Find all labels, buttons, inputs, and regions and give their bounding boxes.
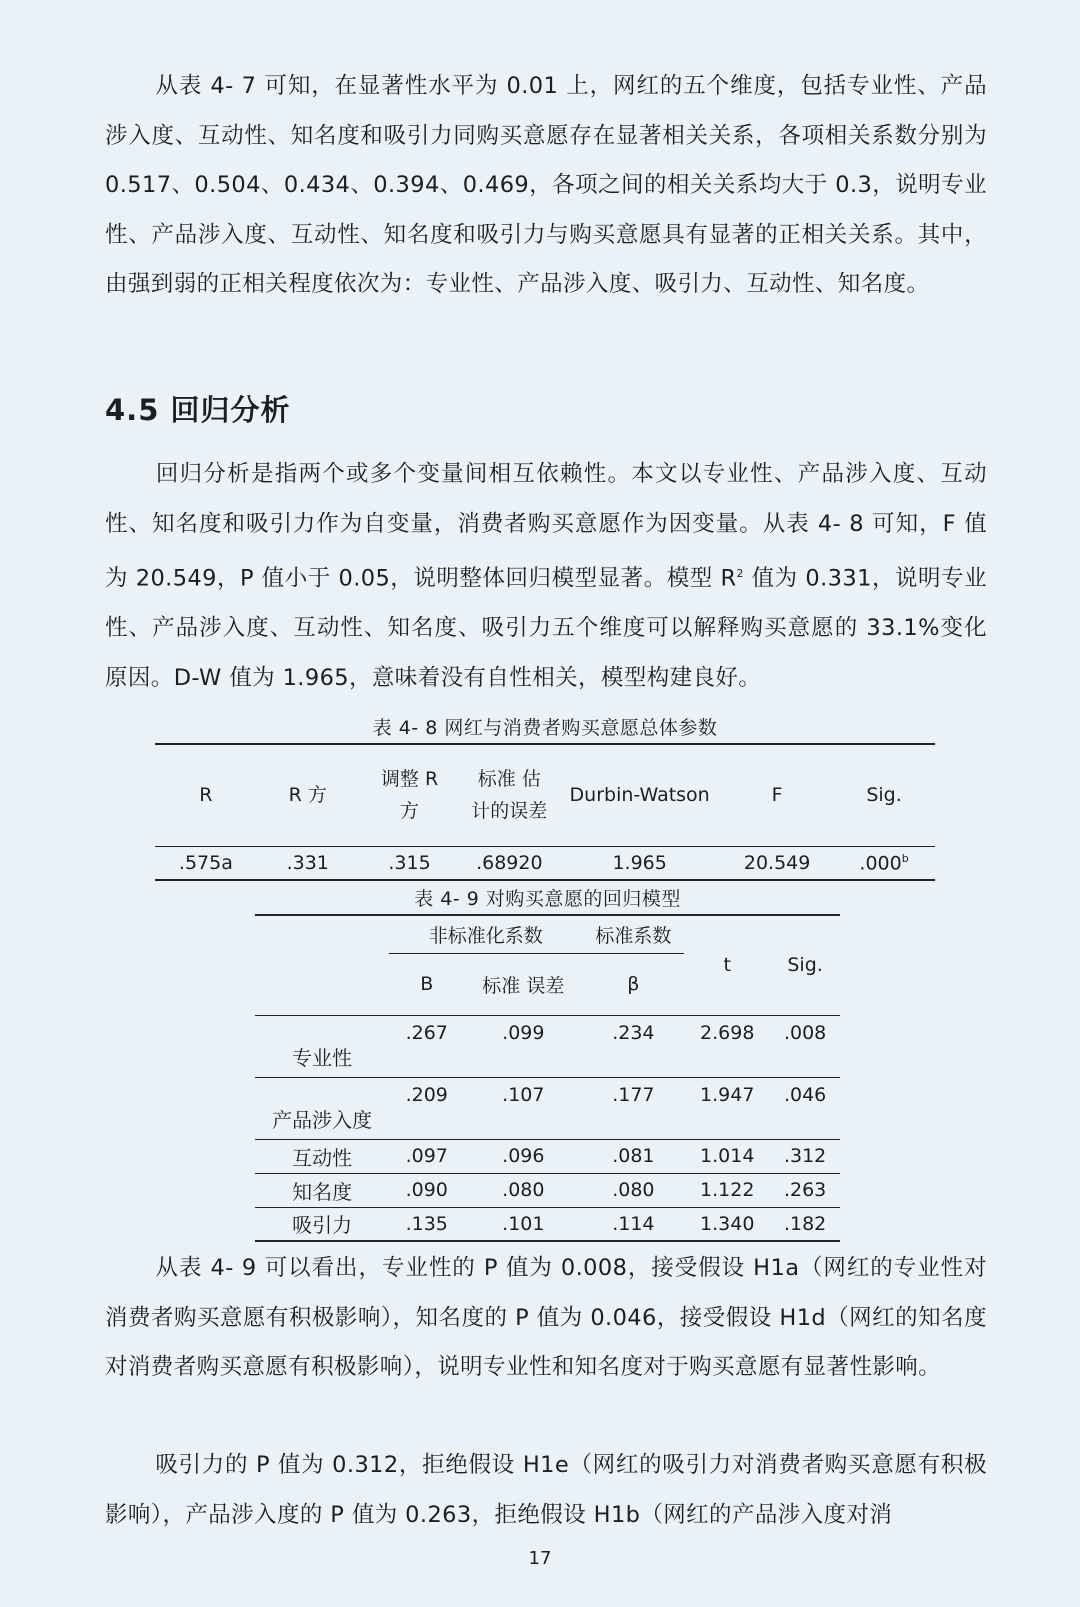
cell-t: 1.340 bbox=[700, 1212, 755, 1235]
cell-b: .097 bbox=[405, 1145, 448, 1167]
col-header-std-error: 标准 误差 bbox=[482, 974, 565, 997]
cell-std-error: .099 bbox=[502, 1021, 545, 1044]
cell-durbin-watson: 1.965 bbox=[612, 851, 667, 874]
table-4-8-caption: 表 4- 8 网红与消费者购买意愿总体参数 bbox=[372, 717, 718, 739]
cell-t: 1.014 bbox=[700, 1145, 755, 1167]
col-header-beta: β bbox=[627, 973, 640, 995]
col-header-r-square: R 方 bbox=[288, 784, 327, 807]
r-squared-superscript: 2 bbox=[736, 567, 744, 580]
col-header-t: t bbox=[723, 954, 731, 977]
cell-sig-superscript: b bbox=[901, 851, 909, 865]
cell-sig bbox=[833, 846, 935, 880]
header-unstandardized-coefficients: 非标准化系数 bbox=[389, 915, 582, 953]
paragraph-correlation-text: 从表 4- 7 可知，在显著性水平为 0.01 上，网红的五个维度，包括专业性、产品涉入度、互动性、知名度和吸引力同购买意愿存在显著相关关系，各项相关系数分别为 0.517、0.504、0.434、0.394、0.469，各项之间的相关关系均大于 0.3，说明专业性、产品涉入度、互动性、知名度和吸引力与购买意愿具有显著的正相关关系。其中，由强到弱的正相关程度依次为：专业性、产品涉入度、吸引力、互动性、知名度。 bbox=[105, 73, 987, 297]
col-header-f: F bbox=[771, 784, 783, 807]
row-label: 知名度 bbox=[292, 1179, 353, 1204]
cell-beta: .114 bbox=[612, 1212, 655, 1235]
cell-beta: .177 bbox=[612, 1083, 655, 1106]
cell-sig: .046 bbox=[783, 1083, 827, 1106]
cell-sig: .008 bbox=[783, 1021, 827, 1044]
cell-sig-value: .000 bbox=[859, 851, 902, 874]
table-row bbox=[255, 1173, 840, 1207]
row-label: 产品涉入度 bbox=[272, 1107, 373, 1132]
table-row bbox=[155, 846, 935, 880]
cell-r-square: .331 bbox=[286, 851, 329, 874]
cell-b: .090 bbox=[405, 1179, 448, 1201]
cell-sig: .312 bbox=[783, 1145, 827, 1167]
col-header-b: B bbox=[420, 973, 434, 995]
table-row bbox=[255, 1139, 840, 1173]
table-4-9 bbox=[255, 914, 840, 1242]
cell-beta: .234 bbox=[612, 1021, 655, 1044]
col-header-sig: Sig. bbox=[787, 954, 823, 977]
header-blank bbox=[255, 915, 389, 953]
paragraph-regression bbox=[105, 450, 987, 703]
paragraph-regression-text-b: 值为 0.331，说明专业性、产品涉入度、互动性、知名度、吸引力五个维度可以解释购买意愿的 33.1%变化原因。D-W 值为 1.965，意味着没有自性相关，模型构建良好。 bbox=[105, 565, 987, 691]
cell-std-error: .101 bbox=[502, 1212, 545, 1235]
cell-adjusted-r-square: .315 bbox=[388, 851, 431, 874]
paragraph-hypothesis-rejected bbox=[105, 1441, 987, 1540]
cell-t: 1.947 bbox=[700, 1083, 755, 1106]
page-number: 17 bbox=[528, 1548, 552, 1569]
row-label: 吸引力 bbox=[292, 1213, 353, 1238]
cell-std-error: .68920 bbox=[476, 851, 543, 874]
col-header-adjusted-r-square: 调整 R 方 bbox=[380, 768, 439, 823]
paragraph-regression-text-a: 回归分析是指两个或多个变量间相互依赖性。本文以专业性、产品涉入度、互动性、知名度和吸引力作为自变量，消费者购买意愿作为因变量。从表 4- 8 可知，F 值为 20.549，P 值小于 0.05，说明整体回归模型显著。模型 R bbox=[105, 461, 987, 592]
section-heading: 4.5 回归分析 bbox=[105, 393, 291, 427]
cell-std-error: .107 bbox=[502, 1083, 545, 1106]
paragraph-hypothesis-accepted-text: 从表 4- 9 可以看出，专业性的 P 值为 0.008，接受假设 H1a（网红的专业性对消费者购买意愿有积极影响），知名度的 P 值为 0.046，接受假设 H1d（网红的知名度对消费者购买意愿有积极影响），说明专业性和知名度对于购买意愿有显著性影响。 bbox=[105, 1255, 987, 1380]
cell-b: .209 bbox=[405, 1083, 448, 1106]
col-header-durbin-watson: Durbin-Watson bbox=[569, 784, 710, 807]
cell-std-error: .080 bbox=[502, 1179, 545, 1201]
col-header-std-error: 标准 估计的误差 bbox=[471, 768, 548, 823]
cell-sig: .263 bbox=[783, 1179, 827, 1201]
cell-t: 1.122 bbox=[700, 1179, 755, 1201]
table-4-9-caption: 表 4- 9 对购买意愿的回归模型 bbox=[414, 888, 681, 910]
table-row bbox=[255, 1207, 840, 1241]
cell-f: 20.549 bbox=[743, 851, 811, 874]
paragraph-correlation bbox=[105, 62, 987, 310]
table-row bbox=[255, 1077, 840, 1139]
cell-r: .575a bbox=[178, 851, 233, 874]
cell-b: .135 bbox=[405, 1212, 448, 1235]
cell-beta: .080 bbox=[612, 1179, 655, 1201]
cell-b: .267 bbox=[405, 1021, 448, 1044]
header-label-blank bbox=[255, 953, 389, 1015]
cell-t: 2.698 bbox=[700, 1021, 755, 1044]
row-label: 专业性 bbox=[292, 1045, 353, 1070]
col-header-r: R bbox=[199, 784, 213, 807]
cell-beta: .081 bbox=[612, 1145, 655, 1167]
table-row bbox=[255, 1015, 840, 1077]
paragraph-hypothesis-accepted bbox=[105, 1244, 987, 1393]
cell-std-error: .096 bbox=[502, 1145, 545, 1167]
col-header-sig: Sig. bbox=[866, 784, 902, 807]
table-4-8 bbox=[155, 743, 935, 881]
row-label: 互动性 bbox=[292, 1145, 353, 1170]
paragraph-hypothesis-rejected-text: 吸引力的 P 值为 0.312，拒绝假设 H1e（网红的吸引力对消费者购买意愿有积极影响），产品涉入度的 P 值为 0.263，拒绝假设 H1b（网红的产品涉入度对消 bbox=[105, 1452, 987, 1528]
header-standardized-coefficients: 标准系数 bbox=[582, 915, 684, 953]
cell-sig: .182 bbox=[783, 1212, 827, 1235]
